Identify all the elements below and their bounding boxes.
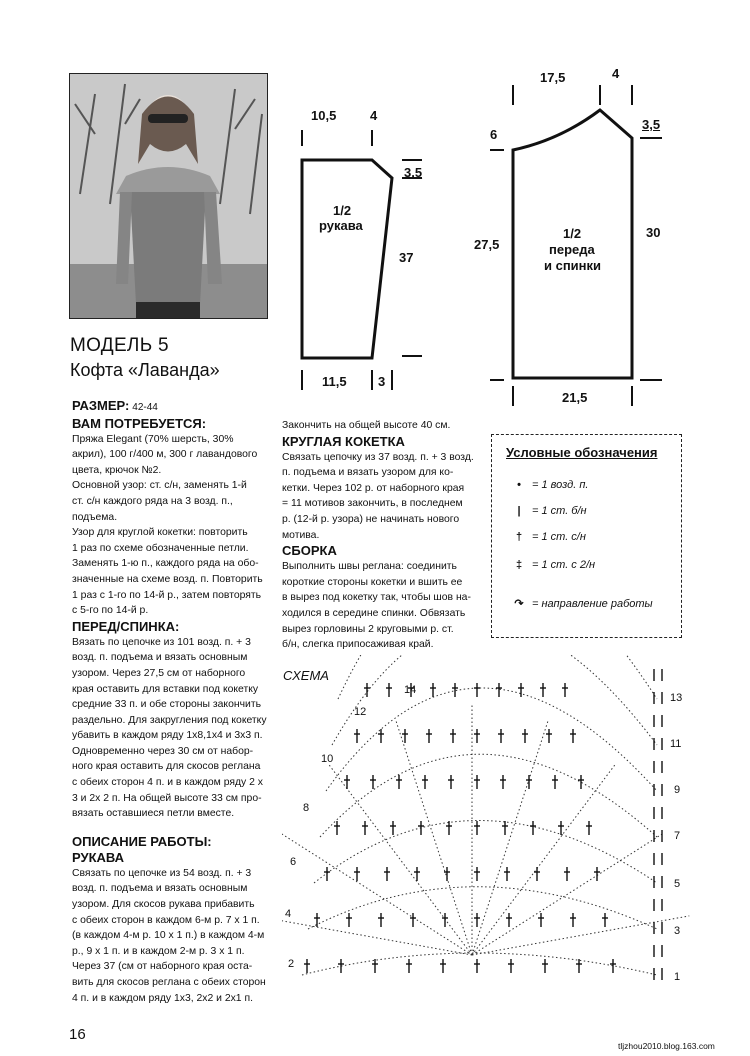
fan-line bbox=[282, 833, 472, 955]
front-back-line: убавить в каждом ряду 1х8,1х4 и 3х3 п. bbox=[72, 730, 263, 742]
assembly-line: вырез горловины 2 круговыми р. ст. bbox=[282, 623, 454, 635]
fan-line bbox=[282, 916, 472, 955]
model-photo-illustration bbox=[70, 74, 267, 318]
body-dim-right: 30 bbox=[646, 225, 661, 240]
materials-line: 1 раз с 1-го по 14-й р., затем повторять bbox=[72, 589, 262, 601]
assembly-line: в вырез под кокетку так, чтобы шов на- bbox=[282, 592, 471, 604]
sleeves-line: возд. п. подъема и вязать основным bbox=[72, 883, 248, 895]
row-number-left: 6 bbox=[290, 856, 297, 868]
double-crochet-icon: † bbox=[515, 531, 523, 543]
legend-text: = 1 ст. с/н bbox=[532, 531, 586, 543]
sleeves-line: узором. Для скосов рукава прибавить bbox=[72, 899, 255, 911]
instructions-middle-column bbox=[282, 418, 487, 653]
sleeve-dim-height: 37 bbox=[399, 250, 414, 265]
body-dim-left: 27,5 bbox=[474, 237, 500, 252]
body-label-back: и спинки bbox=[544, 258, 602, 273]
front-back-line: ного края оставить для скосов реглана bbox=[72, 761, 261, 773]
assembly-line: короткие стороны кокетки и вшить ее bbox=[282, 576, 463, 588]
instructions-left-column bbox=[72, 398, 282, 1006]
sleeves-line: Через 37 (см от наборного края оста- bbox=[72, 961, 253, 973]
size-label: РАЗМЕР: bbox=[72, 398, 130, 413]
sleeves-line: вить для скосов реглана с обеих сторон bbox=[72, 977, 266, 988]
model-title: МОДЕЛЬ 5 bbox=[70, 335, 169, 356]
legend-item bbox=[506, 531, 586, 543]
treble-crochet-icon: ‡ bbox=[515, 559, 523, 571]
row-number-left: 14 bbox=[404, 684, 417, 696]
row-number-right: 9 bbox=[674, 784, 681, 796]
sleeves-line: 4 п. и в каждом ряду 1х3, 2х2 и 2х1 п. bbox=[72, 992, 253, 1004]
yoke-line: кетки. Через 102 р. от наборного края bbox=[282, 482, 465, 494]
front-back-line: Одновременно через 30 см от набор- bbox=[72, 745, 254, 757]
sleeves-heading: РУКАВА bbox=[72, 849, 125, 865]
row-number-right: 1 bbox=[674, 971, 681, 983]
yoke-line: мотива. bbox=[282, 529, 320, 541]
materials-line: с 5-го по 14-й р. bbox=[72, 605, 149, 617]
page-number: 16 bbox=[69, 1026, 86, 1043]
model-subtitle: Кофта «Лаванда» bbox=[70, 360, 220, 380]
chain-stitch-icon: • bbox=[517, 479, 521, 491]
legend-text: = 1 ст. б/н bbox=[532, 505, 587, 517]
sleeves-line: Связать по цепочке из 54 возд. п. + 3 bbox=[72, 867, 252, 879]
fan-line bbox=[472, 765, 615, 955]
front-back-line: узором. Через 27,5 см от наборного bbox=[72, 667, 246, 679]
sleeve-label-name: рукава bbox=[319, 218, 363, 233]
materials-line: 1 раз по схеме обозначенные петли. bbox=[72, 542, 249, 554]
assembly-line: б/н, слегка припосаживая край. bbox=[282, 639, 434, 651]
materials-line: акрил), 100 г/400 м, 300 г лавандового bbox=[72, 449, 258, 461]
fan-line bbox=[472, 916, 689, 955]
legend-item bbox=[506, 505, 587, 517]
sleeve-dim-bottom-right: 3 bbox=[378, 374, 386, 389]
finish-line: Закончить на общей высоте 40 см. bbox=[282, 420, 451, 431]
legend-item bbox=[506, 559, 595, 571]
chain-arc bbox=[320, 754, 657, 837]
body-dim-top: 17,5 bbox=[540, 70, 566, 85]
sleeve-dim-bottom-left: 11,5 bbox=[322, 374, 347, 389]
yoke-line: = 11 мотивов закончить, в последнем bbox=[282, 498, 463, 510]
body-dim-top-right: 4 bbox=[612, 66, 620, 81]
body-label-fraction: 1/2 bbox=[563, 226, 582, 241]
model-photo bbox=[69, 73, 268, 319]
size-value: 42-44 bbox=[132, 402, 158, 413]
front-back-line: 3 и 2х 2 п. На общей высоте 33 см про- bbox=[72, 792, 262, 804]
yoke-heading: КРУГЛАЯ КОКЕТКА bbox=[282, 433, 405, 449]
row-number-right: 13 bbox=[670, 692, 683, 704]
assembly-line: Выполнить швы реглана: соединить bbox=[282, 561, 457, 573]
fan-line bbox=[396, 720, 472, 955]
materials-line: цвета, крючок №2. bbox=[72, 464, 162, 476]
row-number-right: 11 bbox=[670, 738, 682, 750]
legend-item bbox=[506, 597, 653, 610]
materials-line: Основной узор: ст. с/н, заменять 1-й bbox=[72, 480, 247, 492]
row-number-left: 10 bbox=[321, 753, 334, 765]
body-dim-bottom: 21,5 bbox=[562, 390, 588, 405]
legend-text: = 1 возд. п. bbox=[532, 479, 589, 491]
materials-line: подъема. bbox=[72, 511, 118, 523]
single-crochet-icon: | bbox=[517, 505, 521, 517]
materials-line: значенные на схеме возд. п. Повторить bbox=[72, 573, 263, 585]
yoke-line: п. подъема и вязать узором для ко- bbox=[282, 467, 454, 479]
body-label-front: переда bbox=[549, 242, 595, 257]
legend-title: Условные обозначения bbox=[506, 445, 658, 460]
schema-title: СХЕМА bbox=[283, 668, 329, 683]
fan-line bbox=[472, 720, 548, 955]
row-number-left: 4 bbox=[285, 908, 292, 920]
legend-text: = направление работы bbox=[532, 597, 653, 610]
sleeve-label-fraction: 1/2 bbox=[333, 203, 352, 218]
row-number-left: 12 bbox=[354, 706, 367, 718]
front-back-line: возд. п. подъема и вязать основным bbox=[72, 652, 248, 664]
materials-line: Заменять 1-ю п., каждого ряда на обо- bbox=[72, 558, 259, 570]
front-back-line: раздельно. Для закругления под кокетку bbox=[72, 714, 267, 726]
yoke-line: Связать цепочку из 37 возд. п. + 3 возд. bbox=[282, 451, 474, 463]
legend-item bbox=[506, 479, 588, 491]
sleeves-line: (в каждом 4-м р. 10 х 1 п.) в каждом 4-м bbox=[72, 930, 265, 942]
materials-heading: ВАМ ПОТРЕБУЕТСЯ: bbox=[72, 415, 207, 431]
front-back-line: средние 33 п. и обе стороны закончить bbox=[72, 699, 261, 711]
legend-text: = 1 ст. с 2/н bbox=[532, 559, 596, 571]
row-number-right: 5 bbox=[674, 878, 681, 890]
chain-arc bbox=[338, 655, 657, 699]
front-back-line: Вязать по цепочке из 101 возд. п. + 3 bbox=[72, 636, 251, 648]
assembly-heading: СБОРКА bbox=[282, 543, 337, 559]
crochet-chart bbox=[282, 655, 702, 1000]
row-number-right: 3 bbox=[674, 925, 681, 937]
assembly-line: ходился в середине спинки. Обвязать bbox=[282, 607, 466, 619]
fan-line bbox=[329, 765, 472, 955]
direction-arrow-icon: ↷ bbox=[514, 598, 524, 610]
row-number-left: 8 bbox=[303, 802, 310, 814]
materials-line: Узор для круглой кокетки: повторить bbox=[72, 527, 248, 539]
materials-line: ст. с/н каждого ряда на 3 возд. п., bbox=[72, 495, 233, 507]
legend-box bbox=[491, 434, 682, 638]
sleeves-line: с обеих сторон в каждом 6-м р. 7 х 1 п. bbox=[72, 914, 260, 926]
row-number-right: 7 bbox=[674, 830, 681, 842]
work-heading: ОПИСАНИЕ РАБОТЫ: bbox=[72, 833, 212, 849]
body-dim-right-top: 3,5 bbox=[642, 117, 661, 132]
front-back-heading: ПЕРЕД/СПИНКА: bbox=[72, 618, 180, 634]
sleeves-line: р., 9 х 1 п. и в каждом 2-м р. 3 х 1 п. bbox=[72, 945, 245, 957]
row-number-left: 2 bbox=[288, 958, 295, 970]
sleeve-dim-top-left: 10,5 bbox=[311, 108, 337, 123]
body-dim-left-top: 6 bbox=[490, 127, 498, 142]
front-back-line: вязать оставшиеся петли вместе. bbox=[72, 808, 235, 820]
source-url: tljzhou2010.blog.163.com bbox=[618, 1041, 715, 1051]
sleeve-dim-top-right: 4 bbox=[370, 108, 378, 123]
front-back-line: с обеих сторон 4 п. и в каждом ряду 2 х bbox=[72, 777, 263, 789]
yoke-line: р. (12-й р. узора) не начинать нового bbox=[282, 513, 460, 525]
fan-line bbox=[472, 833, 664, 955]
front-back-line: края оставить для вставки под кокетку bbox=[72, 683, 259, 695]
sleeve-dim-cap: 3,5 bbox=[404, 165, 423, 180]
materials-line: Пряжа Elegant (70% шерсть, 30% bbox=[72, 433, 234, 445]
